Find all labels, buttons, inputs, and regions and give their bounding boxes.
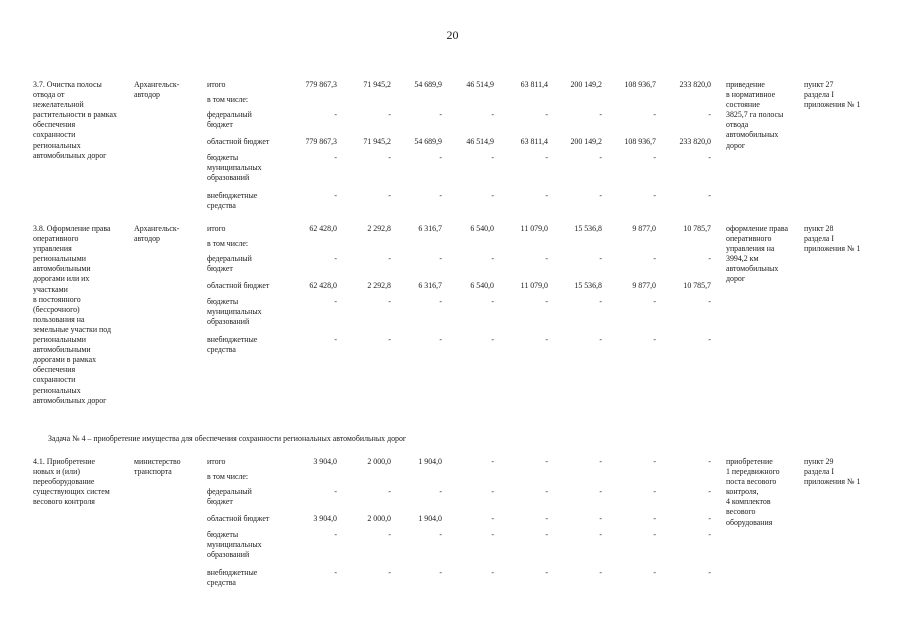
funding-source-label: в том числе:	[207, 239, 249, 248]
amount-cell: -	[545, 335, 548, 344]
funding-source-label: внебюджетные средства	[207, 191, 258, 211]
amount-cell: -	[653, 297, 656, 306]
measure-name: 3.7. Очистка полосы отвода от нежелательной растительности в рамках обеспечения сохранности региональных автомобильных дорог	[33, 80, 117, 160]
amount-cell: 11 079,0	[520, 224, 548, 233]
amount-cell: -	[491, 487, 494, 496]
amount-cell: 62 428,0	[309, 281, 337, 290]
amount-cell: -	[491, 335, 494, 344]
amount-cell: -	[653, 110, 656, 119]
amount-cell: 6 316,7	[418, 281, 442, 290]
amount-cell: 200 149,2	[570, 80, 602, 89]
amount-cell: -	[653, 191, 656, 200]
funding-source-label: итого	[207, 80, 226, 89]
amount-cell: -	[545, 457, 548, 466]
amount-cell: -	[388, 254, 391, 263]
amount-cell: 1 904,0	[418, 457, 442, 466]
funding-source-label: бюджеты муниципальных образований	[207, 153, 262, 183]
amount-cell: -	[334, 153, 337, 162]
amount-cell: -	[708, 254, 711, 263]
amount-cell: 6 540,0	[470, 281, 494, 290]
amount-cell: -	[439, 191, 442, 200]
funding-source-label: итого	[207, 224, 226, 233]
expected-result: оформление права оперативного управления на 3994,2 км автомобильных дорог	[726, 224, 788, 284]
amount-cell: 11 079,0	[520, 281, 548, 290]
amount-cell: -	[653, 153, 656, 162]
funding-source-label: в том числе:	[207, 95, 249, 104]
amount-cell: 71 945,2	[363, 137, 391, 146]
amount-cell: 2 292,8	[367, 281, 391, 290]
amount-cell: 9 877,0	[632, 224, 656, 233]
measure-name: 4.1. Приобретение новых и (или) переоборудование существующих систем весового контроля	[33, 457, 110, 507]
amount-cell: 779 867,3	[305, 137, 337, 146]
executor: министерство транспорта	[134, 457, 181, 477]
amount-cell: -	[334, 335, 337, 344]
amount-cell: -	[388, 191, 391, 200]
amount-cell: 779 867,3	[305, 80, 337, 89]
amount-cell: -	[708, 530, 711, 539]
amount-cell: -	[388, 530, 391, 539]
amount-cell: -	[491, 457, 494, 466]
amount-cell: -	[653, 568, 656, 577]
amount-cell: -	[599, 457, 602, 466]
funding-source-label: внебюджетные средства	[207, 335, 258, 355]
amount-cell: -	[708, 487, 711, 496]
funding-source-label: областной бюджет	[207, 137, 270, 146]
amount-cell: -	[388, 297, 391, 306]
amount-cell: 46 514,9	[466, 137, 494, 146]
amount-cell: -	[599, 254, 602, 263]
amount-cell: 233 820,0	[679, 137, 711, 146]
amount-cell: -	[491, 568, 494, 577]
amount-cell: 2 000,0	[367, 457, 391, 466]
amount-cell: 63 811,4	[520, 80, 548, 89]
amount-cell: -	[708, 153, 711, 162]
amount-cell: -	[653, 487, 656, 496]
amount-cell: 10 785,7	[683, 281, 711, 290]
amount-cell: 54 689,9	[414, 80, 442, 89]
amount-cell: -	[439, 568, 442, 577]
amount-cell: -	[439, 254, 442, 263]
amount-cell: -	[388, 487, 391, 496]
amount-cell: 6 316,7	[418, 224, 442, 233]
amount-cell: 6 540,0	[470, 224, 494, 233]
funding-source-label: внебюджетные средства	[207, 568, 258, 588]
funding-source-label: областной бюджет	[207, 514, 270, 523]
amount-cell: -	[599, 530, 602, 539]
funding-source-label: областной бюджет	[207, 281, 270, 290]
funding-source-label: федеральный бюджет	[207, 110, 252, 130]
page-number: 20	[446, 28, 459, 42]
amount-cell: -	[439, 110, 442, 119]
amount-cell: -	[599, 514, 602, 523]
amount-cell: -	[545, 254, 548, 263]
funding-source-label: итого	[207, 457, 226, 466]
measure-name: 3.8. Оформление права оперативного управления региональными автомобильными дорогами или их участками в постоянного (бессрочного) пользования на земельные участки под региональными автомобильными дорогами в рамках обеспечения сохранности региональных автомобильных дорог	[33, 224, 112, 405]
amount-cell: 9 877,0	[632, 281, 656, 290]
amount-cell: 233 820,0	[679, 80, 711, 89]
executor: Архангельск- автодор	[134, 224, 180, 244]
amount-cell: -	[334, 110, 337, 119]
reference: пункт 28 раздела I приложения № 1	[804, 224, 861, 254]
amount-cell: -	[491, 530, 494, 539]
amount-cell: -	[491, 254, 494, 263]
amount-cell: -	[708, 568, 711, 577]
amount-cell: -	[388, 110, 391, 119]
executor: Архангельск- автодор	[134, 80, 180, 100]
amount-cell: 108 936,7	[624, 80, 656, 89]
amount-cell: -	[653, 457, 656, 466]
amount-cell: 200 149,2	[570, 137, 602, 146]
amount-cell: -	[599, 297, 602, 306]
amount-cell: -	[599, 191, 602, 200]
amount-cell: 15 536,8	[574, 281, 602, 290]
amount-cell: -	[708, 191, 711, 200]
amount-cell: -	[545, 110, 548, 119]
amount-cell: -	[599, 487, 602, 496]
amount-cell: -	[545, 191, 548, 200]
amount-cell: -	[653, 514, 656, 523]
funding-source-label: бюджеты муниципальных образований	[207, 297, 262, 327]
amount-cell: -	[388, 568, 391, 577]
amount-cell: -	[334, 487, 337, 496]
amount-cell: -	[708, 514, 711, 523]
amount-cell: 108 936,7	[624, 137, 656, 146]
amount-cell: -	[653, 335, 656, 344]
amount-cell: 46 514,9	[466, 80, 494, 89]
amount-cell: -	[334, 530, 337, 539]
amount-cell: -	[708, 110, 711, 119]
amount-cell: -	[439, 487, 442, 496]
amount-cell: -	[439, 297, 442, 306]
amount-cell: -	[545, 514, 548, 523]
amount-cell: -	[491, 514, 494, 523]
expected-result: приведение в нормативное состояние 3825,7 га полосы отвода автомобильных дорог	[726, 80, 784, 150]
amount-cell: -	[599, 153, 602, 162]
amount-cell: -	[334, 568, 337, 577]
amount-cell: -	[599, 335, 602, 344]
expected-result: приобретение 1 передвижного поста весового контроля, 4 комплектов весового оборудования	[726, 457, 780, 527]
amount-cell: -	[388, 335, 391, 344]
amount-cell: 3 904,0	[313, 514, 337, 523]
amount-cell: -	[491, 110, 494, 119]
amount-cell: -	[545, 530, 548, 539]
amount-cell: 71 945,2	[363, 80, 391, 89]
amount-cell: -	[708, 335, 711, 344]
amount-cell: -	[545, 297, 548, 306]
amount-cell: -	[653, 254, 656, 263]
amount-cell: 10 785,7	[683, 224, 711, 233]
amount-cell: -	[708, 297, 711, 306]
amount-cell: -	[491, 191, 494, 200]
funding-source-label: федеральный бюджет	[207, 254, 252, 274]
amount-cell: -	[334, 254, 337, 263]
amount-cell: 2 292,8	[367, 224, 391, 233]
amount-cell: -	[653, 530, 656, 539]
amount-cell: -	[491, 153, 494, 162]
amount-cell: -	[334, 191, 337, 200]
amount-cell: -	[599, 568, 602, 577]
amount-cell: 1 904,0	[418, 514, 442, 523]
amount-cell: 62 428,0	[309, 224, 337, 233]
amount-cell: 54 689,9	[414, 137, 442, 146]
amount-cell: -	[545, 153, 548, 162]
reference: пункт 27 раздела I приложения № 1	[804, 80, 861, 110]
amount-cell: -	[439, 335, 442, 344]
amount-cell: 15 536,8	[574, 224, 602, 233]
task-heading: Задача № 4 – приобретение имущества для обеспечения сохранности региональных автомобильных дорог	[48, 434, 407, 443]
reference: пункт 29 раздела I приложения № 1	[804, 457, 861, 487]
amount-cell: -	[599, 110, 602, 119]
amount-cell: 2 000,0	[367, 514, 391, 523]
amount-cell: -	[334, 297, 337, 306]
amount-cell: -	[545, 568, 548, 577]
amount-cell: 3 904,0	[313, 457, 337, 466]
amount-cell: -	[388, 153, 391, 162]
amount-cell: -	[439, 530, 442, 539]
amount-cell: -	[439, 153, 442, 162]
amount-cell: -	[708, 457, 711, 466]
funding-source-label: федеральный бюджет	[207, 487, 252, 507]
amount-cell: 63 811,4	[520, 137, 548, 146]
funding-source-label: в том числе:	[207, 472, 249, 481]
amount-cell: -	[545, 487, 548, 496]
amount-cell: -	[491, 297, 494, 306]
funding-source-label: бюджеты муниципальных образований	[207, 530, 262, 560]
